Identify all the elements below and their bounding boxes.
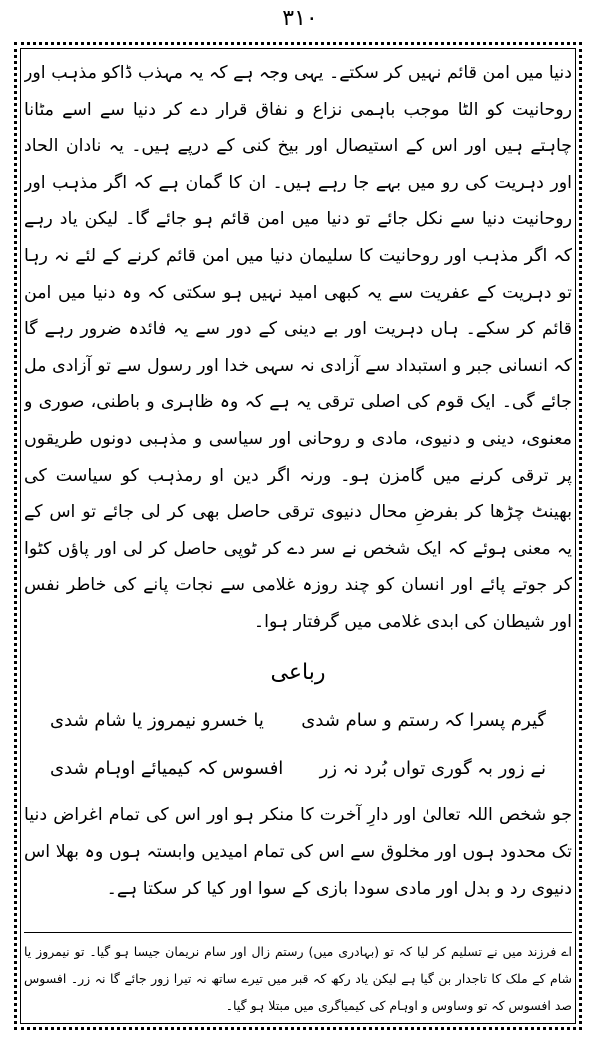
page-content [24, 55, 572, 1015]
rubai-heading: رباعی [270, 659, 326, 685]
page-number: ۳۱۰ [282, 6, 318, 31]
footnote-text: اے فرزند میں نے تسلیم کر لیا کہ تو (بہادری میں) رستم زال اور سام نریمان جیسا ہو گیا۔ تو نیمروز یا شام کے ملک کا تاجدار بن گیا ہے لیکن یاد رکھ کہ قبر میں تیرے ساتھ نہ تیرا زور جائے گا نہ زر۔ افسوس صد افسوس کہ تو وساوس و اوہام کی کیمیاگری میں مبتلا ہو گیا۔ [24, 944, 572, 1013]
verse-line-2 [24, 745, 572, 793]
verse-line-1 [24, 697, 572, 745]
footnote-divider [24, 932, 572, 933]
verse-1-second-hemistich: یا خسرو نیمروز یا شام شدی [50, 709, 264, 731]
verse-1-first-hemistich: گیرم پسرا کہ رستم و سام شدی [301, 709, 546, 731]
closing-paragraph: جو شخص اللہ تعالیٰ اور دارِ آخرت کا منکر ہو اور اس کی تمام اغراض دنیا تک محدود ہوں اور مخلوق سے اس کی تمام امیدیں وابستہ ہوں وہ بھلا اس دنیوی رد و بدل اور مادی سودا بازی کے سوا اور کیا کر سکتا ہے۔ [24, 804, 572, 899]
verse-2-first-hemistich: نے زور بہ گوری تواں بُرد نہ زر [319, 757, 546, 779]
main-paragraph: دنیا میں امن قائم نہیں کر سکتے۔ یہی وجہ ہے کہ یہ مہذب ڈاکو مذہب اور روحانیت کو الٹا موجب باہمی نزاع و نفاق قرار دے کر دنیا سے اسے مٹانا چاہتے ہیں اور اس کے استیصال اور بیخ کنی کے درپے ہیں۔ یہ نادان الحاد اور دہریت کی رو میں بہے جا رہے ہیں۔ ان کا گمان ہے کہ اگر مذہب اور روحانیت دنیا سے نکل جائے تو دنیا میں امن قائم ہو جائے گا۔ لیکن یاد رہے کہ اگر مذہب اور روحانیت کا سلیمان دنیا میں امن قائم کرنے کے لئے نہ رہا تو دہریت کے عفریت سے یہ کبھی امید نہیں ہو سکتی کہ وہ دنیا میں امن قائم کر سکے۔ ہاں دہریت اور بے دینی کے دور سے یہ فائدہ ضرور رہے گا کہ انسانی جبر و استبداد سے آزادی نہ سہی خدا اور رسول سے تو آزادی مل جائے گی۔ ایک قوم کی اصلی ترقی یہ ہے کہ وہ ظاہری و باطنی، صوری و معنوی، دینی و دنیوی، مادی و روحانی اور سیاسی و مذہبی دونوں طریقوں پر ترقی کرنے میں گامزن ہو۔ ورنہ اگر دین او رمذہب کو سیاست کی بھینٹ چڑھا کر بفرضِ محال دنیوی ترقی حاصل بھی کر لی جائے تو اس کے یہ معنی ہوئے کہ ایک شخص نے سر دے کر ٹوپی حاصل کر لی اور پاؤں کٹوا کر جوتے پائے اور انسان کو چند روزہ غلامی سے نجات پانے کی خاطر نفس اور شیطان کی ابدی غلامی میں گرفتار ہوا۔ [24, 63, 572, 632]
verse-2-second-hemistich: افسوس کہ کیمیائے اوہام شدی [50, 757, 284, 779]
